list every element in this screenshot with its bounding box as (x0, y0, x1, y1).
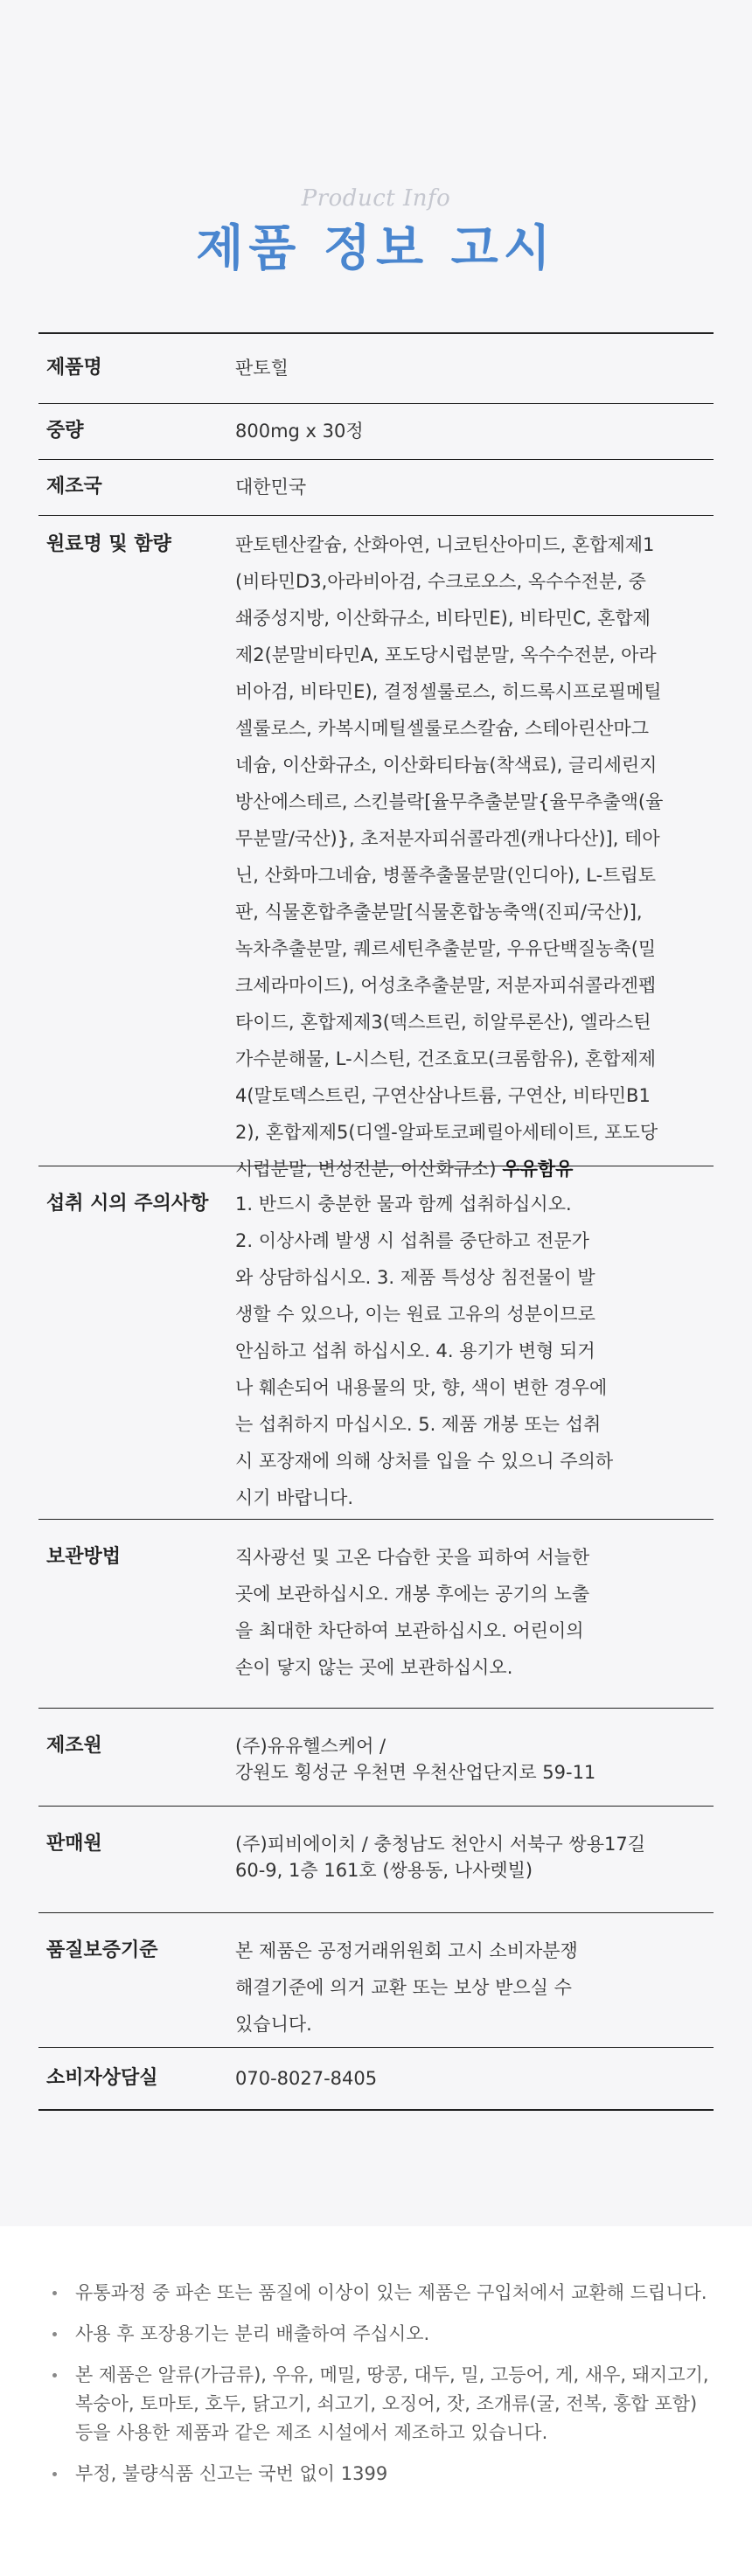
row-value: 1. 반드시 충분한 물과 함께 섭취하십시오. 2. 이상사례 발생 시 섭취를 중단하고 전문가 와 상담하십시오. 3. 제품 특성상 침전물이 발 생할 수 있으나, 이는 원료 고유의 성분이므로 안심하고 섭취 하십시오. 4. 용기가 변형 되거 나 훼손되어 내용물의 맛, 향, 색이 변한 경우에 는 섭취하지 마십시오. 5. 제품 개봉 또는 섭취 시 포장재에 의해 상처를 입을 수 있으니 주의하 시기 바랍니다. (235, 1194, 614, 1508)
row-value: 070-8027-8405 (235, 2068, 378, 2089)
table-row-weight (38, 404, 714, 460)
row-label: 판매원 (46, 1833, 102, 1855)
table-row-product-name (38, 334, 714, 404)
bullet-icon (52, 2332, 57, 2336)
row-value: 판토힐 (235, 358, 289, 379)
ingredients-text: 판토텐산칼슘, 산화아연, 니코틴산아미드, 혼합제제1 (비타민D3,아라비아검, 수크로오스, 옥수수전분, 중 쇄중성지방, 이산화규소, 비타민E), 비타민C, 혼합제 제2(분말비타민A, 포도당시럽분말, 옥수수전분, 아라 비아검, 비타민E), 결정셀룰로스, 히드록시프로필메틸 셀룰로스, 카복시메틸셀룰로스칼슘, 스테아린산마그 네슘, 이산화규소, 이산화티타늄(착색료), 글리세린지 방산에스테르, 스킨블락[율무추출분말{율무추출액(율 무분말/국산)}, 초저분자피쉬콜라겐(캐나다산)], 테아 닌, 산화마그네슘, 병풀추출물분말(인디아), L-트립토 판, 식물혼합추출분말[식물혼합농축액(진피/국산)], 녹차추출분말, 퀘르세틴추출분말, 우유단백질농축(밀 크세라마이드), 어성초추출분말, 저분자피쉬콜라겐펩 타이드, 혼합제제3(덱스트린, 히알루론산), 엘라스틴 가수분해물, L-시스틴, 건조효모(크롬함유), 혼합제제 4(말토덱스트린, 구연산삼나트륨, 구연산, 비타민B1 2), 혼합제제5(디엘-알파토코페릴아세테이트, 포도당 시럽분말, 변성전분, 이산화규소) (235, 534, 664, 1180)
row-label: 소비자상담실 (46, 2067, 158, 2089)
bullet-icon (52, 2291, 57, 2295)
list-item (51, 2320, 714, 2349)
row-label: 제조국 (46, 476, 102, 498)
row-value: (주)유유헬스케어 / 강원도 횡성군 우천면 우천산업단지로 59-11 (235, 1736, 596, 1783)
bullet-icon (52, 2373, 57, 2378)
eyebrow-text: Product Info (301, 185, 451, 212)
row-value: 직사광선 및 고온 다습한 곳을 피하여 서늘한 곳에 보관하십시오. 개봉 후에는 공기의 노출 을 최대한 차단하여 보관하십시오. 어린이의 손이 닿지 않는 곳에 보관하십시오. (235, 1547, 590, 1678)
row-value (235, 526, 714, 1180)
table-row-origin (38, 460, 714, 516)
row-value: 800mg x 30정 (235, 421, 364, 442)
row-value: 대한민국 (235, 477, 307, 498)
notice-text: 사용 후 포장용기는 분리 배출하여 주십시오. (75, 2323, 430, 2344)
row-label: 제품명 (46, 357, 102, 379)
row-label: 중량 (46, 420, 84, 442)
notice-text: 본 제품은 알류(가금류), 우유, 메밀, 땅콩, 대두, 밀, 고등어, 게, 새우, 돼지고기, 복숭아, 토마토, 호두, 닭고기, 쇠고기, 오징어, 잣, 조개류(굴, 전복, 홍합 포함) 등을 사용한 제품과 같은 제조 시설에서 제조하고 있습니다. (75, 2364, 709, 2443)
table-row-ingredients (38, 516, 714, 1180)
notice-text: 부정, 불량식품 신고는 국번 없이 1399 (75, 2463, 388, 2484)
table-row-seller (38, 1807, 714, 1913)
bullet-icon (52, 2472, 57, 2476)
list-item (51, 2460, 714, 2489)
table-row-storage (38, 1520, 714, 1709)
notice-section (0, 2226, 752, 2576)
row-label: 제조원 (46, 1735, 102, 1757)
allergen-note: 우유함유 (502, 1159, 574, 1180)
row-label: 품질보증기준 (46, 1939, 158, 1961)
notice-list (51, 2279, 714, 2489)
row-label: 보관방법 (46, 1546, 122, 1568)
row-value: 본 제품은 공정거래위원회 고시 소비자분쟁 해결기준에 의거 교환 또는 보상 받으실 수 있습니다. (235, 1940, 578, 2035)
section-spacer (0, 2111, 752, 2226)
table-row-quality (38, 1913, 714, 2048)
heading (0, 184, 752, 282)
notice-text: 유통과정 중 파손 또는 품질에 이상이 있는 제품은 구입처에서 교환해 드립니다. (75, 2282, 707, 2303)
table-row-precautions (38, 1166, 714, 1520)
page-title: 제품 정보 고시 (196, 220, 556, 277)
table-row-customer-service (38, 2048, 714, 2111)
row-label: 원료명 및 함량 (46, 533, 171, 555)
info-table (38, 332, 714, 2111)
list-item (51, 2279, 714, 2308)
row-label: 섭취 시의 주의사항 (46, 1193, 209, 1215)
table-row-manufacturer (38, 1709, 714, 1807)
list-item (51, 2361, 714, 2447)
row-value: (주)피비에이치 / 충청남도 천안시 서북구 쌍용17길 60-9, 1층 161호 (쌍용동, 나사렛빌) (235, 1834, 645, 1881)
